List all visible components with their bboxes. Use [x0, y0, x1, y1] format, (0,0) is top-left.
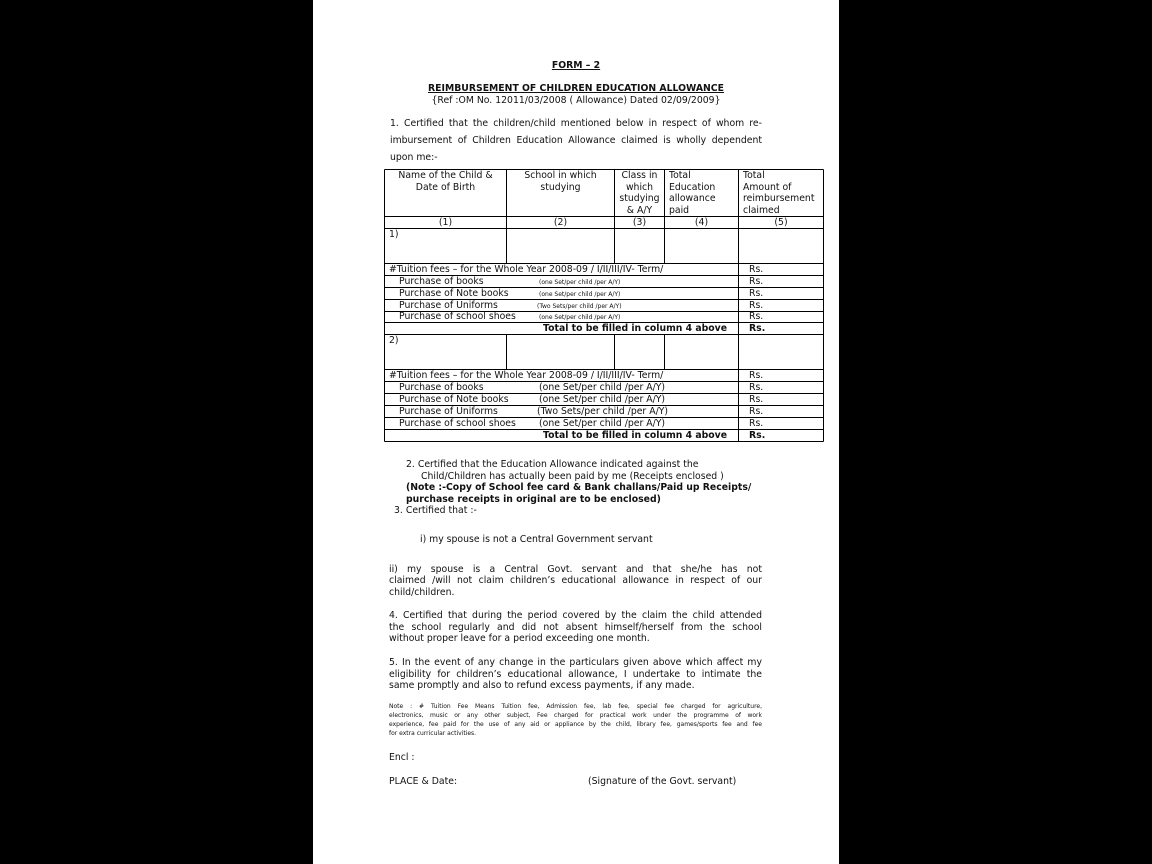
child1-item-shoes: Purchase of school shoes	[399, 311, 516, 322]
child1-item-notebooks-note: (one Set/per child /per A/Y)	[539, 291, 621, 298]
child2-item-shoes-rs: Rs.	[749, 418, 764, 429]
child1-item-notebooks: Purchase of Note books	[399, 288, 509, 299]
child2-item-notebooks-note: (one Set/per child /per A/Y)	[539, 394, 666, 405]
child2-item-notebooks-rs: Rs.	[749, 394, 764, 405]
child2-tuition-rs: Rs.	[749, 370, 764, 381]
footnote-line3: experience, fee paid for the use of any aid or appliance by the child, library fee, games/sports fee and fee	[389, 721, 762, 728]
child2-item-notebooks: Purchase of Note books	[399, 394, 509, 405]
child1-tuition-rs: Rs.	[749, 264, 764, 275]
form-title: FORM – 2	[551, 60, 601, 71]
child2-item-shoes-note: (one Set/per child /per A/Y)	[539, 418, 666, 429]
signature-label: (Signature of the Govt. servant)	[588, 776, 737, 787]
header-col1: Name of the Child & Date of Birth	[398, 170, 493, 193]
child1-item-uniforms-rs: Rs.	[749, 300, 764, 311]
para3-item2-line1: ii) my spouse is a Central Govt. servant and that she/he has not	[389, 564, 762, 575]
footnote-line2: electronics, music or any other subject, Fee charged for practical work under the programme of work	[389, 712, 762, 719]
child2-item-shoes: Purchase of school shoes	[399, 418, 516, 429]
para1-line1: 1. Certified that the children/child mentioned below in respect of whom re-	[390, 118, 762, 129]
child2-total-rs: Rs.	[749, 430, 766, 441]
child1-item-uniforms-note: (Two Sets/per child /per A/Y)	[537, 303, 622, 310]
child1-item-books: Purchase of books	[399, 276, 484, 287]
para3-item2-line2: claimed /will not claim children’s educational allowance in respect of our	[389, 575, 762, 586]
para1-line3: upon me:-	[390, 152, 438, 163]
child2-tuition: #Tuition fees – for the Whole Year 2008-09 / I/II/III/IV- Term/	[389, 370, 664, 381]
col-number-4: (4)	[694, 217, 709, 228]
col-number-3: (3)	[632, 217, 647, 228]
para2-note1: (Note :-Copy of School fee card & Bank challans/Paid up Receipts/	[406, 482, 752, 493]
col-number-1: (1)	[438, 217, 453, 228]
child1-item-books-note: (one Set/per child /per A/Y)	[539, 279, 621, 286]
col-number-5: (5)	[774, 217, 788, 228]
para5-line3: same promptly and also to refund excess payments, if any made.	[389, 680, 695, 691]
para2-line1: 2. Certified that the Education Allowance indicated against the	[406, 459, 699, 470]
header-col4: Total Education allowance paid	[669, 170, 716, 216]
child1-total-label: Total to be filled in column 4 above	[543, 323, 728, 334]
child1-item-books-rs: Rs.	[749, 276, 764, 287]
child2-item-uniforms-note: (Two Sets/per child /per A/Y)	[537, 406, 669, 417]
child1-total-rs: Rs.	[749, 323, 766, 334]
para4-line1: 4. Certified that during the period covered by the claim the child attended	[389, 610, 762, 621]
child1-item-uniforms: Purchase of Uniforms	[399, 300, 498, 311]
child1-item-shoes-rs: Rs.	[749, 311, 764, 322]
child1-item-notebooks-rs: Rs.	[749, 288, 764, 299]
header-col5: Total Amount of reimbursement claimed	[743, 170, 815, 216]
para5-line1: 5. In the event of any change in the particulars given above which affect my	[389, 657, 762, 668]
child1-tuition: #Tuition fees – for the Whole Year 2008-09 / I/II/III/IV- Term/	[389, 264, 664, 275]
para5-line2: eligibility for children’s educational allowance, I undertake to intimate the	[389, 669, 762, 680]
para2-line2: Child/Children has actually been paid by me (Receipts enclosed )	[421, 471, 724, 482]
para4-line3: without proper leave for a period exceeding one month.	[389, 633, 650, 644]
header-col3: Class in which studying & A/Y	[619, 170, 660, 216]
form-heading: REIMBURSEMENT OF CHILDREN EDUCATION ALLOWANCE	[428, 83, 724, 94]
para1-line2: imbursement of Children Education Allowance claimed is wholly dependent	[390, 135, 762, 146]
footnote-line1: Note : # Tuition Fee Means Tuition fee, Admission fee, lab fee, special fee charged for agriculture,	[389, 703, 762, 710]
enclosure-label: Encl :	[389, 752, 415, 763]
col-number-2: (2)	[553, 217, 568, 228]
para3-title: 3. Certified that :-	[394, 505, 477, 516]
child1-label: 1)	[389, 229, 399, 240]
para3-item1: i) my spouse is not a Central Government servant	[420, 534, 653, 545]
form-page	[313, 0, 839, 864]
child1-item-shoes-note: (one Set/per child /per A/Y)	[539, 314, 621, 321]
place-date-label: PLACE & Date:	[389, 776, 458, 787]
child2-item-books-note: (one Set/per child /per A/Y)	[539, 382, 666, 393]
para3-item2-line3: child/children.	[389, 587, 455, 598]
child2-item-books-rs: Rs.	[749, 382, 764, 393]
reference-line: {Ref :OM No. 12011/03/2008 ( Allowance) Dated 02/09/2009}	[431, 95, 721, 106]
child2-total-label: Total to be filled in column 4 above	[543, 430, 728, 441]
child2-item-uniforms-rs: Rs.	[749, 406, 764, 417]
para4-line2: the school regularly and did not absent himself/herself from the school	[389, 622, 762, 633]
footnote-line4: for extra curricular activities.	[389, 730, 477, 737]
child2-label: 2)	[389, 335, 399, 346]
child2-item-uniforms: Purchase of Uniforms	[399, 406, 498, 417]
para2-note2: purchase receipts in original are to be enclosed)	[406, 494, 661, 505]
header-col2: School in which studying	[524, 170, 597, 193]
child2-item-books: Purchase of books	[399, 382, 484, 393]
